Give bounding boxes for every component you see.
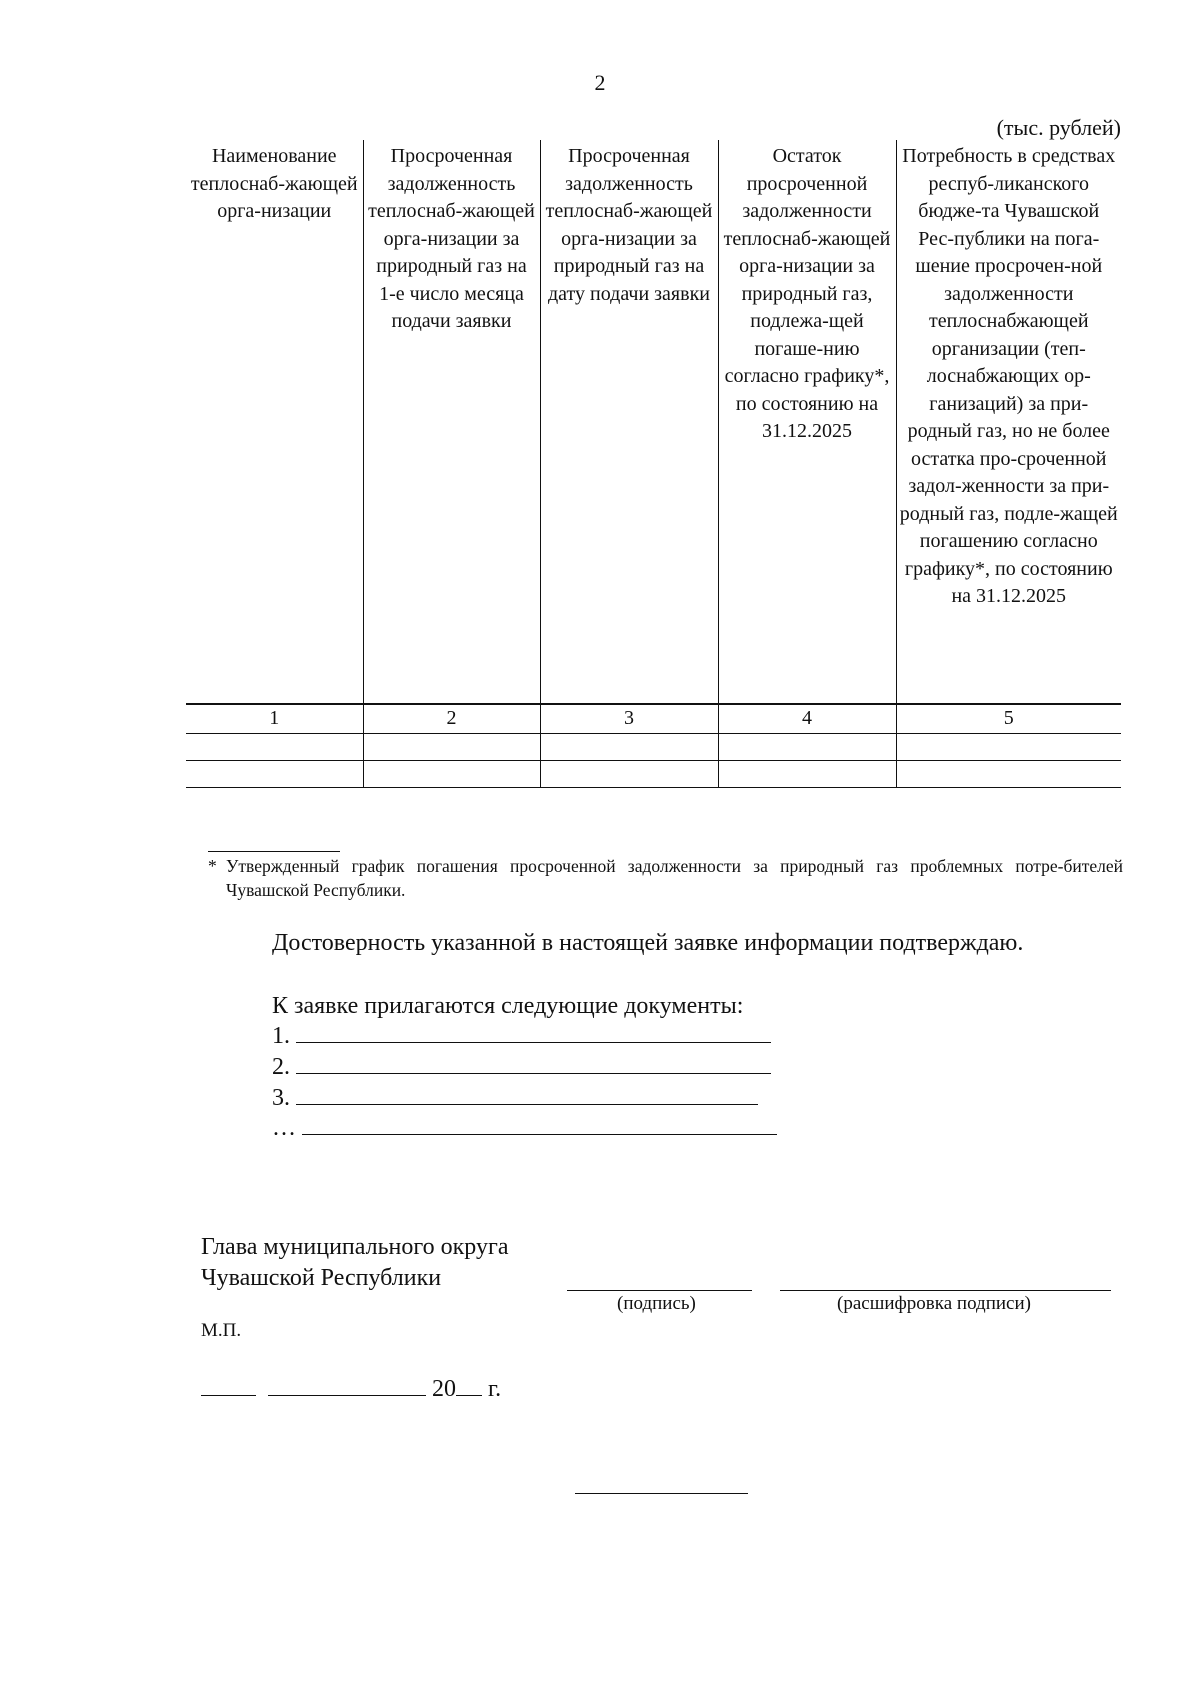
table-cell [540,761,718,788]
date-day-blank [201,1375,256,1396]
column-number-row [186,704,1121,734]
column-number: 5 [896,704,1121,734]
bottom-separator [575,1493,748,1494]
document-item [272,1084,758,1114]
confirmation-statement: Достоверность указанной в настоящей заявке информации подтверждаю. [272,930,1024,956]
table-cell [896,761,1121,788]
document-item [272,1114,777,1144]
document-blank-line [296,1053,771,1074]
stamp-place: М.П. [201,1320,242,1341]
signature-line [567,1290,752,1291]
document-blank-line [302,1114,777,1135]
column-number: 3 [540,704,718,734]
debt-table [186,140,1121,788]
column-number: 1 [186,704,363,734]
table-cell [718,734,896,761]
signature-decode-caption: (расшифровка подписи) [837,1293,1031,1314]
table-cell [186,761,363,788]
table-row [186,761,1121,788]
table-cell [363,761,540,788]
documents-title: К заявке прилагаются следующие документы: [272,993,744,1019]
signatory-title-line: Глава муниципального округа [201,1234,509,1260]
signatory-title [201,1232,509,1294]
header-debt-first-day: Просроченная задолженность теплоснаб-жающей орга-низации за природный газ на 1-е число месяца подачи заявки [363,140,540,704]
document-item-number: … [272,1115,296,1141]
table-row [186,734,1121,761]
page-number: 2 [594,70,606,95]
table-cell [540,734,718,761]
table-cell [186,734,363,761]
date-year-blank [456,1375,482,1396]
date-month-blank [268,1375,426,1396]
date-row [201,1375,501,1403]
units-label: (тыс. рублей) [996,115,1121,140]
document-blank-line [296,1022,771,1043]
column-number: 4 [718,704,896,734]
signatory-title-line: Чувашской Республики [201,1265,442,1291]
date-year-prefix: 20 [432,1376,456,1402]
document-item-number: 2. [272,1054,290,1080]
header-budget-need: Потребность в средствах респуб-ликанского бюдже-та Чувашской Рес-публики на пога-шение просрочен-ной задолженности теплоснабжающей организации (теп-лоснабжающих ор-ганизаций) за при-родный газ, но не более остатка про-сроченной задол-женности за при-родный газ, подле-жащей погашению согласно графику*, по состоянию на 31.12.2025 [896,140,1121,704]
footnote-mark: * [208,856,217,876]
date-year-suffix: г. [488,1376,502,1402]
table-header-row [186,140,1121,704]
signature-caption: (подпись) [617,1293,696,1314]
table-cell [896,734,1121,761]
table-cell [718,761,896,788]
header-organization-name: Наименование теплоснаб-жающей орга-низации [186,140,363,704]
footnote [208,854,1123,902]
signature-decode-line [780,1290,1111,1291]
document-blank-line [296,1084,758,1105]
footnote-text: Утвержденный график погашения просроченной задолженности за природный газ проблемных потре-бителей Чувашской Республики. [226,856,1123,900]
document-item-number: 1. [272,1023,290,1049]
column-number: 2 [363,704,540,734]
header-debt-remainder: Остаток просроченной задолженности теплоснаб-жающей орга-низации за природный газ, подлежа-щей погаше-нию согласно графику*, по состоянию на 31.12.2025 [718,140,896,704]
document-item-number: 3. [272,1085,290,1111]
document-item [272,1053,771,1083]
document-item [272,1022,771,1052]
footnote-separator [208,851,340,852]
header-debt-application-date: Просроченная задолженность теплоснаб-жающей орга-низации за природный газ на дату подачи заявки [540,140,718,704]
table-cell [363,734,540,761]
